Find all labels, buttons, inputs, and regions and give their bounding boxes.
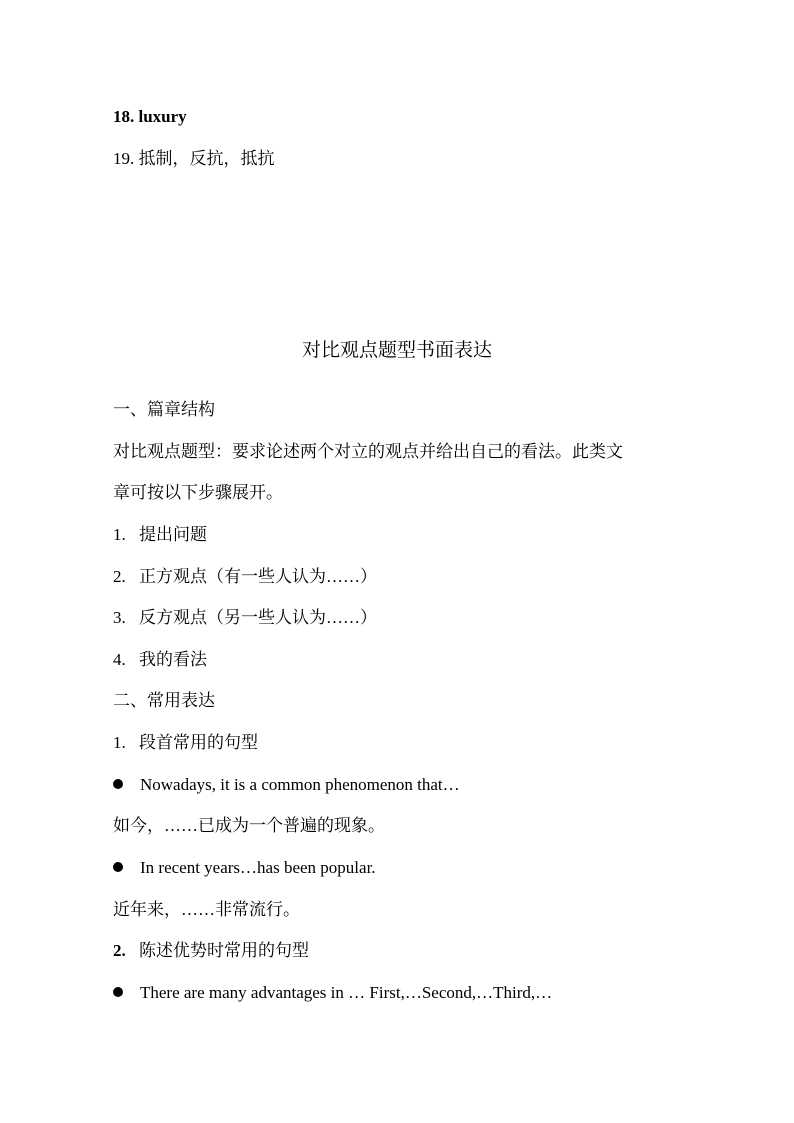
step-3 (113, 607, 377, 629)
step-text: 提出问题 (139, 525, 207, 544)
translation-2: 近年来，……非常流行。 (113, 900, 300, 919)
step-text: 反方观点（另一些人认为……） (139, 608, 377, 627)
description-line-1: 对比观点题型：要求论述两个对立的观点并给出自己的看法。此类文 (113, 442, 623, 461)
description-line-2: 章可按以下步骤展开。 (113, 483, 283, 502)
item-19: 19. 抵制，反抗，抵抗 (113, 149, 275, 168)
subsection-number: 1. (113, 733, 126, 752)
step-number: 2. (113, 567, 126, 586)
step-number: 4. (113, 650, 126, 669)
subsection-text: 陈述优势时常用的句型 (139, 941, 309, 960)
step-number: 1. (113, 525, 126, 544)
page-title: 对比观点题型书面表达 (301, 340, 492, 361)
bullet-item-3 (113, 982, 552, 1004)
bullet-text: In recent years…has been popular. (140, 858, 376, 877)
bullet-item-1 (113, 774, 460, 796)
step-text: 我的看法 (139, 650, 207, 669)
step-text: 正方观点（有一些人认为……） (139, 567, 377, 586)
subsection-number: 2. (113, 941, 126, 960)
step-number: 3. (113, 608, 126, 627)
bullet-text: Nowadays, it is a common phenomenon that… (140, 775, 460, 794)
bullet-item-2 (113, 857, 376, 879)
step-4 (113, 649, 207, 671)
subsection-text: 段首常用的句型 (139, 733, 258, 752)
step-2 (113, 566, 377, 588)
step-1 (113, 524, 207, 546)
section-heading-expressions: 二、常用表达 (113, 691, 215, 710)
bullet-text: There are many advantages in … First,…Second,…Third,… (140, 983, 553, 1002)
bullet-icon (113, 987, 123, 997)
item-18: 18. luxury (113, 107, 187, 126)
section-heading-structure: 一、篇章结构 (113, 400, 215, 419)
subsection-1 (113, 732, 258, 754)
translation-1: 如今，……已成为一个普遍的现象。 (113, 816, 385, 835)
subsection-2 (113, 940, 309, 962)
bullet-icon (113, 862, 123, 872)
bullet-icon (113, 779, 123, 789)
